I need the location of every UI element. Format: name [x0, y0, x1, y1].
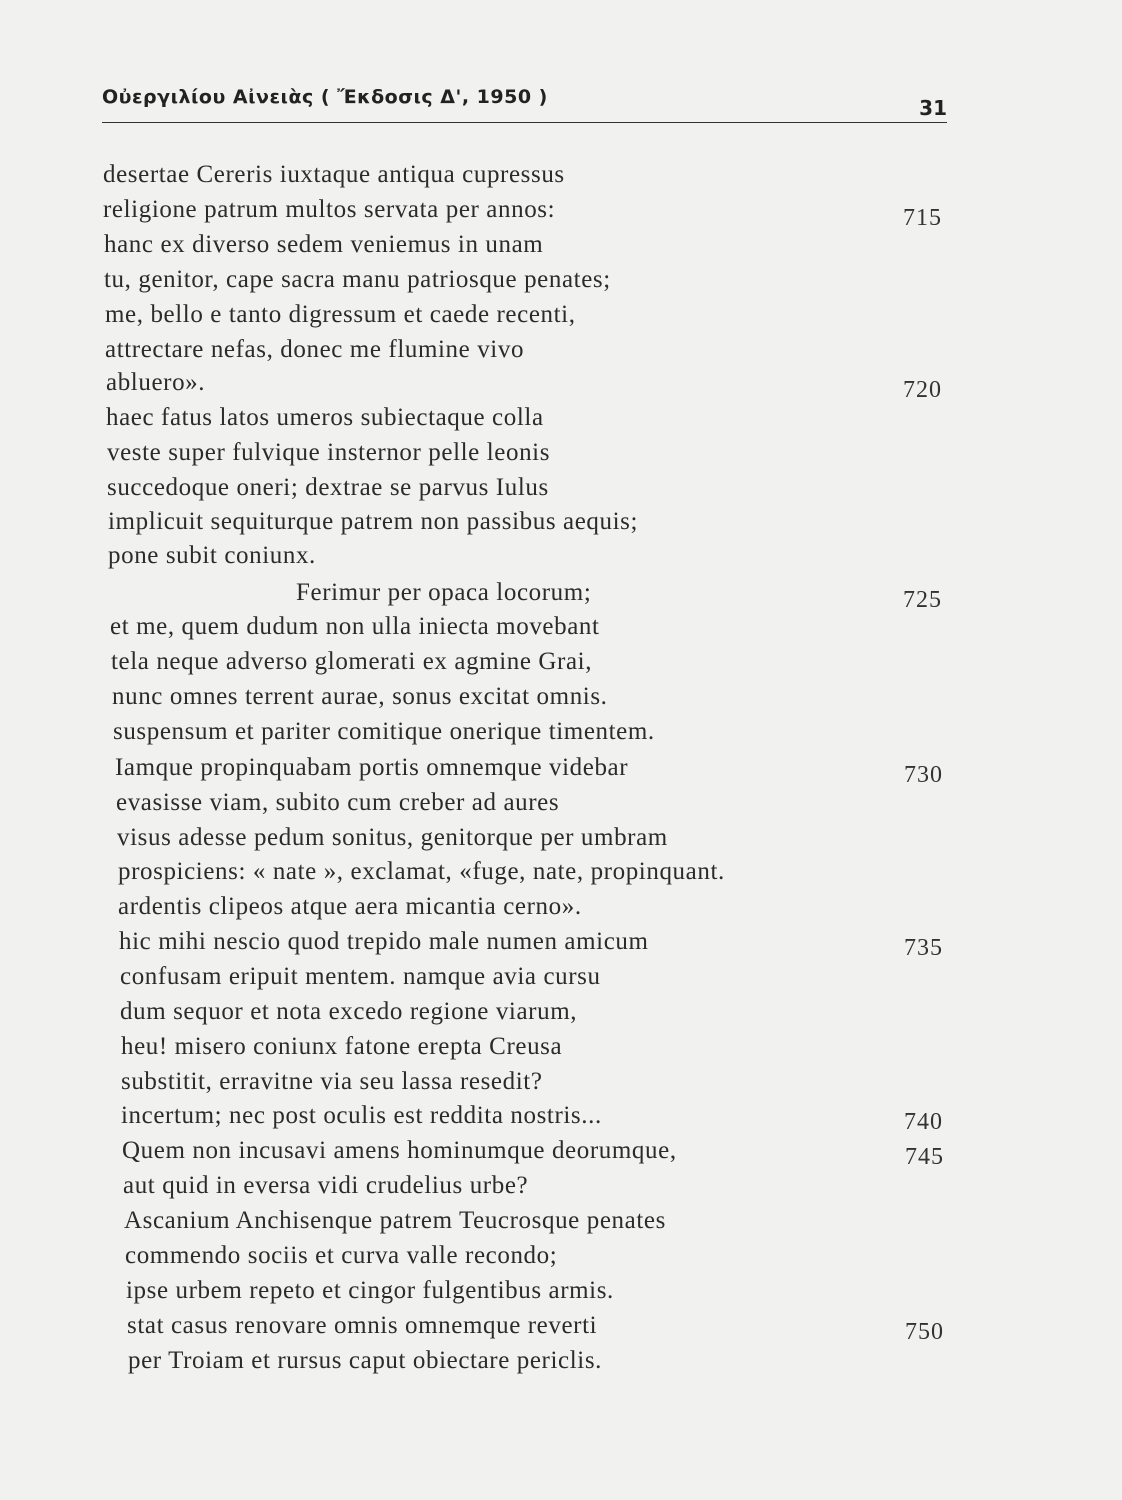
- line-number: 720: [903, 377, 942, 403]
- line-number: 740: [904, 1109, 943, 1135]
- verse-line: ardentis clipeos atque aera micantia cerno».: [118, 893, 582, 920]
- verse-line: pone subit coniunx.: [108, 542, 316, 569]
- verse-line: suspensum et pariter comitique onerique timentem.: [113, 718, 655, 745]
- verse-line: dum sequor et nota excedo regione viarum,: [120, 998, 578, 1025]
- verse-line: stat casus renovare omnis omnemque reverti: [127, 1312, 598, 1339]
- verse-line: heu! misero coniunx fatone erepta Creusa: [121, 1033, 563, 1060]
- line-number: 725: [903, 587, 942, 613]
- verse-line: tu, genitor, cape sacra manu patriosque penates;: [104, 266, 611, 293]
- verse-line: succedoque oneri; dextrae se parvus Iulus: [107, 474, 549, 501]
- verse-line: incertum; nec post oculis est reddita nostris...: [121, 1102, 602, 1129]
- running-title: Οὐεργιλίου Αἰνειὰς ( Ἔκδοσις Δ', 1950 ): [102, 86, 548, 108]
- verse-line: per Troiam et rursus caput obiectare periclis.: [128, 1347, 602, 1374]
- verse-line: implicuit sequiturque patrem non passibus aequis;: [108, 508, 639, 535]
- verse-line: hic mihi nescio quod trepido male numen amicum: [119, 928, 649, 955]
- verse-line: veste super fulvique insternor pelle leonis: [107, 439, 551, 466]
- verse-line: me, bello e tanto digressum et caede recenti,: [105, 301, 576, 328]
- line-number: 745: [905, 1144, 944, 1170]
- line-number: 735: [904, 935, 943, 961]
- verse-line: evasisse viam, subito cum creber ad aures: [116, 789, 560, 816]
- verse-line: desertae Cereris iuxtaque antiqua cupressus: [103, 161, 565, 188]
- verse-line: Ascanium Anchisenque patrem Teucrosque penates: [124, 1207, 666, 1234]
- verse-line: aut quid in eversa vidi crudelius urbe?: [123, 1172, 529, 1199]
- verse-line: attrectare nefas, donec me flumine vivo: [105, 336, 525, 363]
- verse-line: Iamque propinquabam portis omnemque videbar: [115, 754, 629, 781]
- verse-line: substitit, erravitne via seu lassa resedit?: [121, 1068, 543, 1095]
- verse-line: et me, quem dudum non ulla iniecta movebant: [110, 613, 600, 640]
- verse-line: confusam eripuit mentem. namque avia cursu: [120, 963, 601, 990]
- line-number: 730: [904, 762, 943, 788]
- verse-line: hanc ex diverso sedem veniemus in unam: [104, 231, 544, 258]
- verse-line: haec fatus latos umeros subiectaque colla: [106, 404, 544, 431]
- verse-line: Quem non incusavi amens hominumque deorumque,: [122, 1137, 677, 1164]
- verse-line: abluero».: [106, 369, 206, 396]
- verse-line: tela neque adverso glomerati ex agmine Grai,: [111, 648, 593, 675]
- line-number: 715: [903, 205, 942, 231]
- line-number: 750: [905, 1319, 944, 1345]
- page-number: 31: [919, 96, 947, 120]
- verse-line: ipse urbem repeto et cingor fulgentibus armis.: [126, 1277, 614, 1304]
- verse-line: Ferimur per opaca locorum;: [296, 579, 592, 606]
- verse-line: prospiciens: « nate », exclamat, «fuge, nate, propinquant.: [118, 858, 725, 885]
- verse-line: visus adesse pedum sonitus, genitorque per umbram: [117, 824, 668, 851]
- verse-line: nunc omnes terrent aurae, sonus excitat omnis.: [112, 683, 608, 710]
- verse-line: commendo sociis et curva valle recondo;: [125, 1242, 558, 1269]
- verse-line: religione patrum multos servata per annos:: [103, 196, 556, 223]
